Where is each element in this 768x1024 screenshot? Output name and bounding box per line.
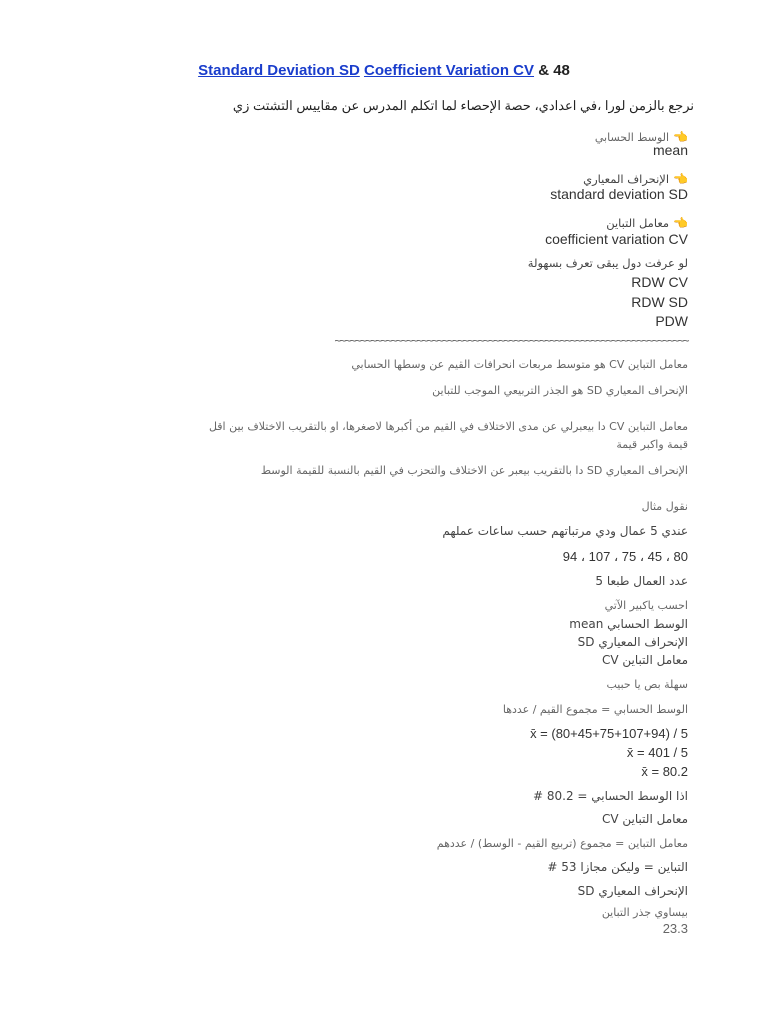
easy-know-text: لو عرفت دول يبقى تعرف بسهولة [527, 256, 688, 270]
cv-definition-2: معامل التباين CV دا بيعبرلي عن مدى الاختلاف في القيم من أكبرها لاصغرها، او بالتقريب الاختلاف بين اقل قيمة واكبر قيمة [208, 420, 688, 451]
calc-instruction: احسب ياكبير الآتي [604, 599, 688, 612]
cv-en-label: coefficient variation CV [545, 231, 688, 247]
cv-heading: معامل التباين CV [602, 812, 688, 826]
calc-mean: الوسط الحسابي mean [569, 617, 688, 631]
sd-en-label: standard deviation SD [550, 186, 688, 202]
cv-link[interactable]: Coefficient Variation CV [363, 62, 535, 79]
cv-result: التباين = وليكن مجازا 53 # [547, 860, 688, 874]
sd-formula: بيساوي جذر التباين [601, 906, 688, 919]
workers-text: عندي 5 عمال ودي مرتباتهم حسب ساعات عملهم [442, 524, 688, 538]
sd-definition-1: الإنحراف المعياري SD هو الجذر التربيعي الموجب للتباين [432, 384, 688, 397]
workers-count: عدد العمال طبعا 5 [595, 574, 688, 588]
sd-definition-2: الإنحراف المعياري SD دا بالتقريب بيعبر عن الاختلاف والتحزب في القيم بالنسبة للقيمة الوسط [260, 464, 688, 477]
salary-values: 80 ، 45 ، 75 ، 107 ، 94 [562, 549, 688, 564]
mean-ar-label: الوسط الحسابي [594, 131, 670, 144]
page-title [0, 62, 768, 79]
intro-text: نرجع بالزمن لورا ،في اعدادي، حصة الإحصاء لما اتكلم المدرس عن مقاييس التشتت زي [232, 98, 694, 113]
mean-result: اذا الوسط الحسابي = 80.2 # [533, 789, 688, 803]
cv-ar-label: معامل التباين [606, 216, 670, 230]
cv-formula: معامل التباين = مجموع (تربيع القيم - الوسط) / عددهم [436, 837, 688, 850]
mean-formula: الوسط الحسابي = مجموع القيم / عددها [502, 703, 688, 716]
cv-ar-row [606, 212, 688, 231]
sd-heading: الإنحراف المعياري SD [577, 884, 688, 898]
sd-result: 23.3 [662, 921, 688, 936]
pointing-hand-icon: 👈 [673, 172, 688, 186]
tilde-divider: ~~~~~~~~~~~~~~~~~~~~~~~~~~~~~~~~~~~~~~~~~~~~~~~~~~~~~~~~~~~~~~~~~~~~~ [334, 334, 688, 347]
cv-definition-1: معامل التباين CV هو متوسط مربعات انحرافات القيم عن وسطها الحسابي [351, 358, 688, 371]
rdw-sd-label: RDW SD [631, 294, 688, 310]
mean-equation-2: x̄ = 401 / 5 [626, 745, 688, 760]
pointing-hand-icon: 👈 [673, 216, 688, 230]
sd-ar-label: الإنحراف المعياري [583, 172, 670, 186]
title-suffix: & 48 [534, 62, 570, 79]
pointing-hand-icon: 👈 [673, 130, 688, 144]
sd-ar-row [583, 168, 688, 187]
sd-link[interactable]: Standard Deviation SD [198, 62, 360, 79]
calc-cv: معامل التباين CV [602, 653, 688, 667]
mean-en-label: mean [652, 142, 688, 158]
easy-look-text: سهلة بص يا حبيب [606, 678, 688, 691]
rdw-cv-label: RDW CV [631, 274, 688, 290]
mean-equation-3: x̄ = 80.2 [641, 764, 688, 779]
mean-equation-1: x̄ = (80+45+75+107+94) / 5 [530, 726, 688, 741]
calc-sd: الإنحراف المعياري SD [577, 635, 688, 649]
example-intro: نقول مثال [641, 500, 688, 513]
pdw-label: PDW [655, 313, 688, 329]
